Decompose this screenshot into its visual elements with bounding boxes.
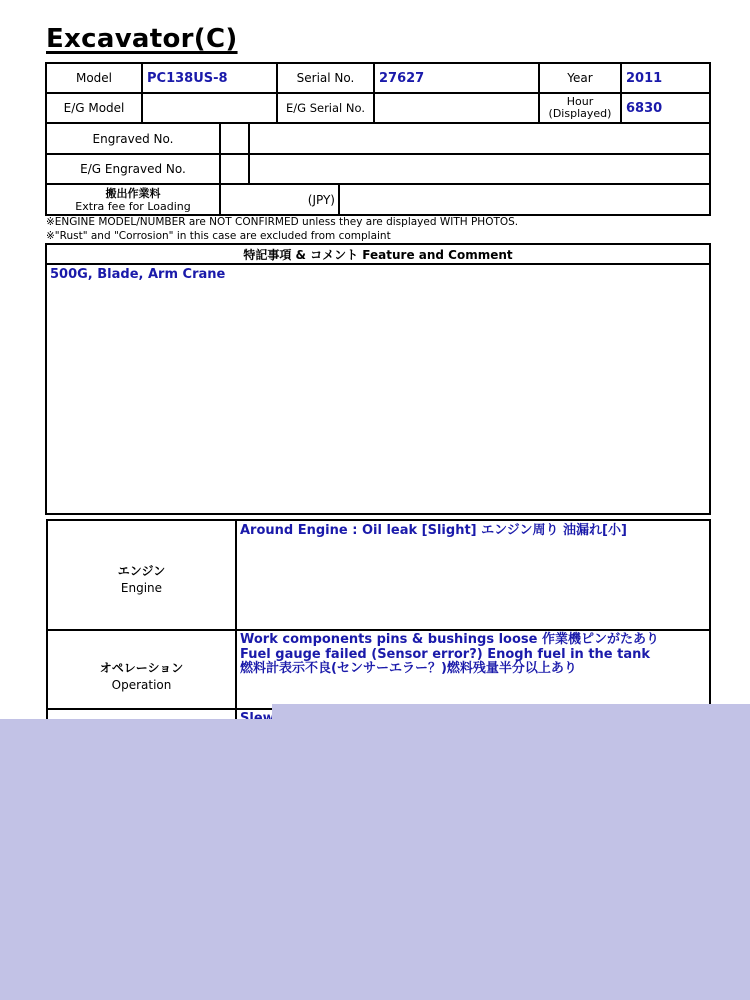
operation-section-label xyxy=(48,645,235,708)
engraved-label: Engraved No. xyxy=(92,131,174,146)
note-rust: ※"Rust" and "Corrosion" in this case are excluded from complaint xyxy=(46,230,391,242)
engine-section-label xyxy=(48,531,235,629)
hour-value: 6830 xyxy=(626,100,663,116)
year-value: 2011 xyxy=(626,70,663,86)
hour-label-line2: (Displayed) xyxy=(548,107,612,120)
eg-model-value xyxy=(143,94,276,122)
eg-model-label: E/G Model xyxy=(63,101,125,115)
operation-note-1: Work components pins & bushings loose 作業機ピンがたあり xyxy=(240,632,659,647)
engine-label-en: Engine xyxy=(120,581,163,595)
hour-label-line1: Hour xyxy=(566,95,594,108)
loading-fee-label xyxy=(47,185,219,214)
redaction-overlay-lower xyxy=(0,719,750,1000)
engine-label-jp: エンジン xyxy=(117,564,166,578)
model-label: Model xyxy=(75,71,113,85)
eg-engraved-label: E/G Engraved No. xyxy=(80,162,186,176)
operation-note-3: 燃料計表示不良(センサーエラー？)燃料残量半分以上あり xyxy=(240,661,577,676)
eg-serial-label: E/G Serial No. xyxy=(286,101,365,115)
feature-header: 特記事項 & コメント Feature and Comment xyxy=(243,247,513,262)
eg-serial-value xyxy=(375,94,538,122)
operation-label-en: Operation xyxy=(111,677,172,692)
loading-label-en: Extra fee for Loading xyxy=(75,199,191,213)
model-value: PC138US-8 xyxy=(147,70,228,86)
page-title: Excavator(C) xyxy=(46,24,238,54)
year-label: Year xyxy=(567,71,593,85)
engine-note: Around Engine : Oil leak [Slight] エンジン周り 油漏れ[小] xyxy=(240,523,627,538)
serial-label: Serial No. xyxy=(296,71,355,85)
feature-box xyxy=(45,243,711,515)
operation-note-2: Fuel gauge failed (Sensor error?) Enogh fuel in the tank xyxy=(240,647,651,662)
currency-label: (JPY) xyxy=(307,192,335,207)
operation-label-jp: オペレーション xyxy=(99,660,184,675)
loading-label-jp: 搬出作業料 xyxy=(105,186,161,200)
serial-value: 27627 xyxy=(379,70,425,86)
note-engine: ※ENGINE MODEL/NUMBER are NOT CONFIRMED unless they are displayed WITH PHOTOS. xyxy=(46,216,519,228)
hour-label xyxy=(540,94,620,122)
feature-text: 500G, Blade, Arm Crane xyxy=(50,267,226,282)
